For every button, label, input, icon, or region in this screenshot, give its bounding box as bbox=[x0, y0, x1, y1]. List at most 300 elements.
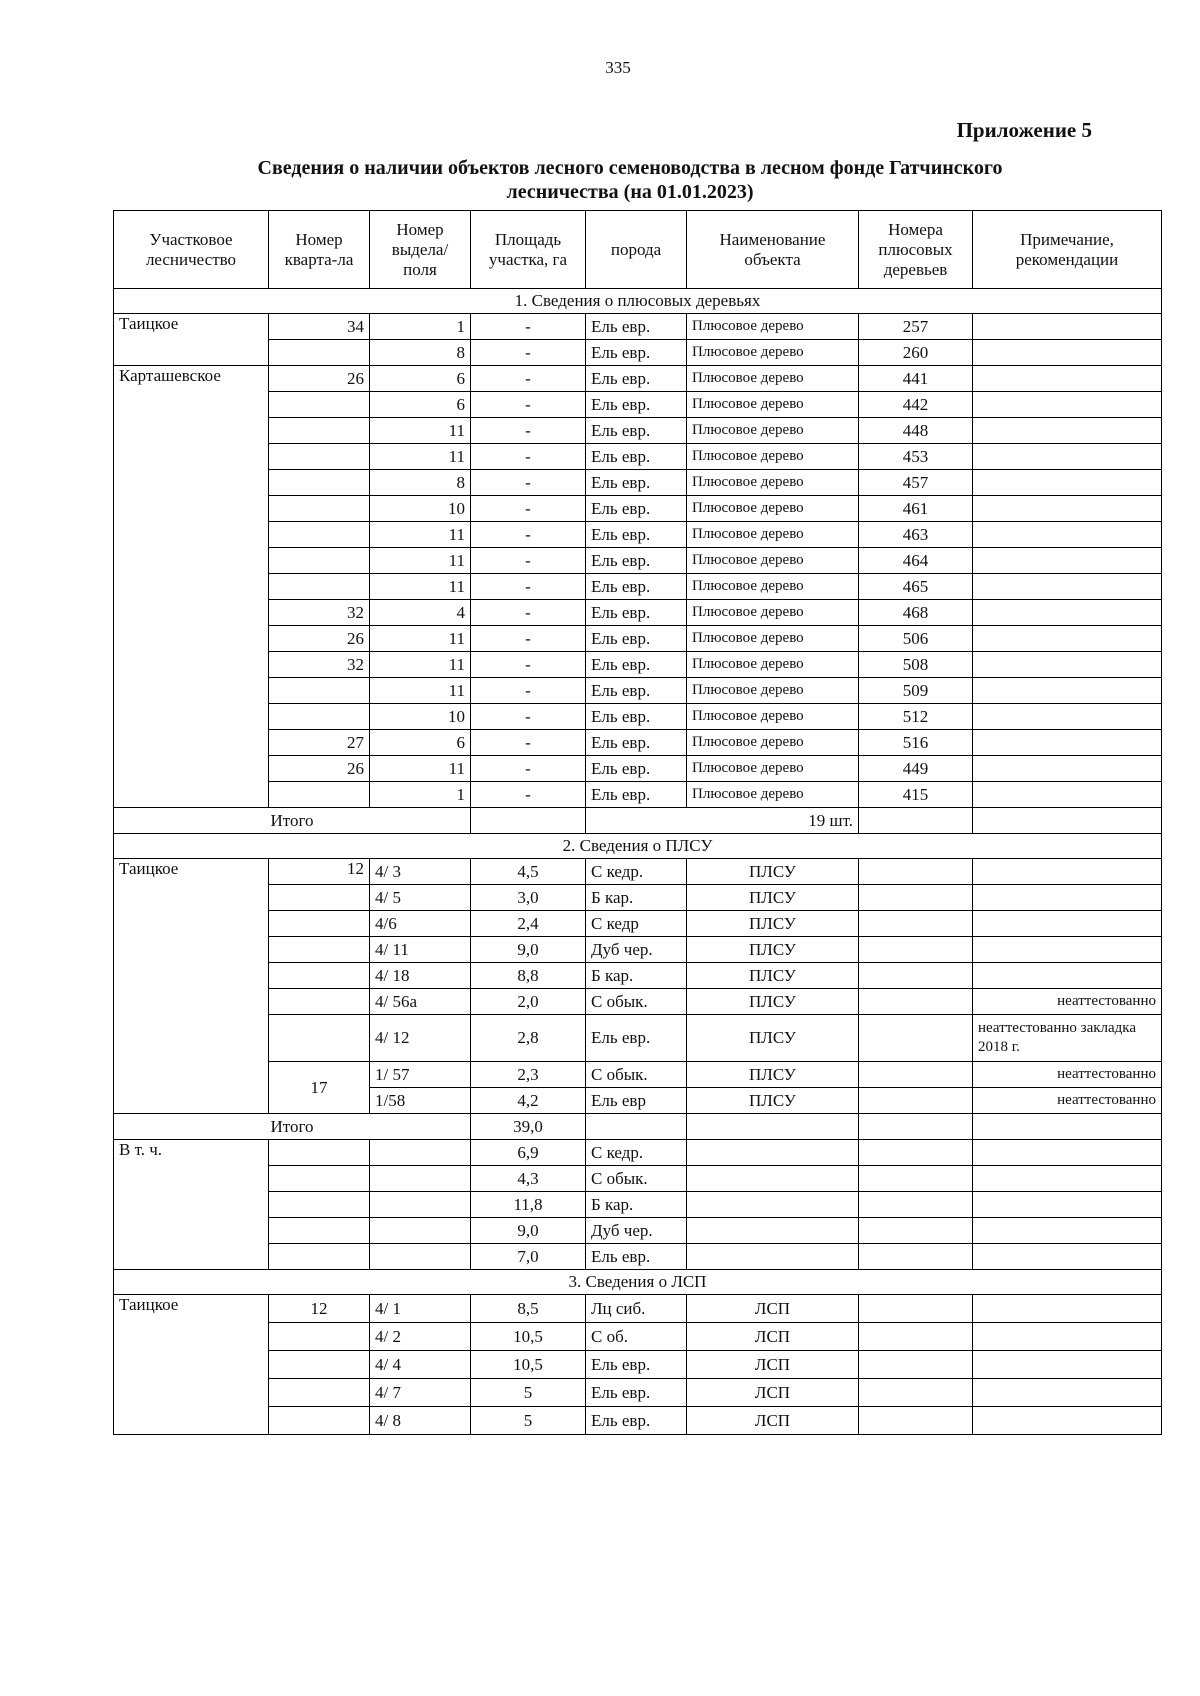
object-cell: Плюсовое дерево bbox=[687, 314, 859, 340]
table-row bbox=[114, 1015, 1162, 1062]
table-row bbox=[114, 730, 1162, 756]
total-row bbox=[114, 808, 1162, 834]
section-cell: 4 bbox=[370, 600, 471, 626]
area-cell: 4,3 bbox=[471, 1166, 586, 1192]
tree-number-cell: 508 bbox=[859, 652, 973, 678]
table-row bbox=[114, 548, 1162, 574]
note-cell bbox=[973, 1379, 1162, 1407]
species-cell: Ель евр. bbox=[586, 444, 687, 470]
note-cell bbox=[973, 470, 1162, 496]
quarter-cell bbox=[269, 704, 370, 730]
species-cell: С обык. bbox=[586, 1062, 687, 1088]
section-cell: 4/ 4 bbox=[370, 1351, 471, 1379]
object-cell: Плюсовое дерево bbox=[687, 600, 859, 626]
tree-number-cell bbox=[859, 1166, 973, 1192]
section-cell: 4/ 12 bbox=[370, 1015, 471, 1062]
tree-number-cell: 512 bbox=[859, 704, 973, 730]
note-cell bbox=[973, 1407, 1162, 1435]
area-cell: - bbox=[471, 626, 586, 652]
section-cell: 11 bbox=[370, 756, 471, 782]
empty-cell bbox=[859, 808, 973, 834]
header-section: Номер выдела/ поля bbox=[370, 211, 471, 289]
tree-number-cell: 415 bbox=[859, 782, 973, 808]
object-cell: Плюсовое дерево bbox=[687, 366, 859, 392]
tree-number-cell bbox=[859, 1379, 973, 1407]
area-cell: - bbox=[471, 392, 586, 418]
note-cell bbox=[973, 1218, 1162, 1244]
section-cell: 10 bbox=[370, 704, 471, 730]
note-cell bbox=[973, 937, 1162, 963]
empty-cell bbox=[859, 1114, 973, 1140]
section-cell: 11 bbox=[370, 548, 471, 574]
area-cell: - bbox=[471, 366, 586, 392]
area-cell: - bbox=[471, 600, 586, 626]
district-cell: Таицкое bbox=[114, 859, 269, 1114]
note-cell: неаттестованно bbox=[973, 1088, 1162, 1114]
district-cell: Таицкое bbox=[114, 1295, 269, 1435]
area-cell: - bbox=[471, 496, 586, 522]
header-area: Площадь участка, га bbox=[471, 211, 586, 289]
tree-number-cell: 453 bbox=[859, 444, 973, 470]
tree-number-cell bbox=[859, 885, 973, 911]
object-cell: ПЛСУ bbox=[687, 885, 859, 911]
section-cell: 8 bbox=[370, 340, 471, 366]
quarter-cell: 32 bbox=[269, 600, 370, 626]
tree-number-cell bbox=[859, 1140, 973, 1166]
district-cell: Карташевское bbox=[114, 366, 269, 808]
section-cell: 11 bbox=[370, 444, 471, 470]
species-cell: Дуб чер. bbox=[586, 937, 687, 963]
quarter-cell bbox=[269, 470, 370, 496]
tree-number-cell: 468 bbox=[859, 600, 973, 626]
total-row bbox=[114, 1114, 1162, 1140]
species-cell: Б кар. bbox=[586, 1192, 687, 1218]
area-cell: 8,5 bbox=[471, 1295, 586, 1323]
object-cell: ПЛСУ bbox=[687, 1088, 859, 1114]
note-cell bbox=[973, 1140, 1162, 1166]
area-cell: 9,0 bbox=[471, 937, 586, 963]
object-cell: Плюсовое дерево bbox=[687, 652, 859, 678]
object-cell: Плюсовое дерево bbox=[687, 756, 859, 782]
section-cell: 4/ 7 bbox=[370, 1379, 471, 1407]
area-cell: 2,3 bbox=[471, 1062, 586, 1088]
object-cell: ПЛСУ bbox=[687, 859, 859, 885]
section-cell: 10 bbox=[370, 496, 471, 522]
section-cell bbox=[370, 1166, 471, 1192]
total-label: Итого bbox=[114, 1114, 471, 1140]
section-cell: 4/6 bbox=[370, 911, 471, 937]
quarter-cell bbox=[269, 418, 370, 444]
species-cell: Ель евр bbox=[586, 1088, 687, 1114]
note-cell bbox=[973, 1351, 1162, 1379]
object-cell: ЛСП bbox=[687, 1351, 859, 1379]
tree-number-cell bbox=[859, 1015, 973, 1062]
species-cell: Ель евр. bbox=[586, 626, 687, 652]
section-3-title-row bbox=[114, 1270, 1162, 1295]
area-cell: - bbox=[471, 522, 586, 548]
species-cell: Ель евр. bbox=[586, 704, 687, 730]
tree-number-cell bbox=[859, 1062, 973, 1088]
table-row bbox=[114, 1244, 1162, 1270]
seed-objects-table bbox=[113, 210, 1162, 1435]
note-cell bbox=[973, 782, 1162, 808]
note-cell bbox=[973, 418, 1162, 444]
object-cell bbox=[687, 1166, 859, 1192]
object-cell: Плюсовое дерево bbox=[687, 418, 859, 444]
note-cell bbox=[973, 1295, 1162, 1323]
section-1-title-row bbox=[114, 289, 1162, 314]
area-cell: - bbox=[471, 314, 586, 340]
area-cell: 4,2 bbox=[471, 1088, 586, 1114]
note-cell bbox=[973, 756, 1162, 782]
total-value: 19 шт. bbox=[586, 808, 859, 834]
area-cell: - bbox=[471, 652, 586, 678]
section-cell: 8 bbox=[370, 470, 471, 496]
tree-number-cell: 260 bbox=[859, 340, 973, 366]
tree-number-cell: 509 bbox=[859, 678, 973, 704]
tree-number-cell: 448 bbox=[859, 418, 973, 444]
empty-cell bbox=[973, 1114, 1162, 1140]
species-cell: Ель евр. bbox=[586, 730, 687, 756]
note-cell bbox=[973, 574, 1162, 600]
species-cell: Ель евр. bbox=[586, 600, 687, 626]
species-cell: Ель евр. bbox=[586, 470, 687, 496]
area-cell: 7,0 bbox=[471, 1244, 586, 1270]
tree-number-cell: 461 bbox=[859, 496, 973, 522]
section-cell: 11 bbox=[370, 652, 471, 678]
object-cell: Плюсовое дерево bbox=[687, 340, 859, 366]
area-cell: 3,0 bbox=[471, 885, 586, 911]
species-cell: Ель евр. bbox=[586, 1015, 687, 1062]
quarter-cell: 26 bbox=[269, 626, 370, 652]
table-row bbox=[114, 1218, 1162, 1244]
document-title bbox=[150, 156, 1110, 204]
table-row bbox=[114, 1379, 1162, 1407]
section-cell: 6 bbox=[370, 730, 471, 756]
section-cell: 4/ 18 bbox=[370, 963, 471, 989]
quarter-cell bbox=[269, 444, 370, 470]
note-cell: неаттестованно закладка 2018 г. bbox=[973, 1015, 1162, 1062]
table-row bbox=[114, 340, 1162, 366]
tree-number-cell: 257 bbox=[859, 314, 973, 340]
quarter-cell bbox=[269, 522, 370, 548]
species-cell: Ель евр. bbox=[586, 418, 687, 444]
table-row bbox=[114, 1295, 1162, 1323]
quarter-cell bbox=[269, 885, 370, 911]
tree-number-cell bbox=[859, 937, 973, 963]
quarter-cell: 12 bbox=[269, 1295, 370, 1323]
note-cell bbox=[973, 314, 1162, 340]
table-body bbox=[114, 289, 1162, 1435]
quarter-cell: 26 bbox=[269, 756, 370, 782]
section-cell: 1 bbox=[370, 782, 471, 808]
header-object-name: Наименование объекта bbox=[687, 211, 859, 289]
tree-number-cell: 506 bbox=[859, 626, 973, 652]
header-row bbox=[114, 211, 1162, 289]
section-cell bbox=[370, 1244, 471, 1270]
object-cell: ПЛСУ bbox=[687, 963, 859, 989]
section-cell: 4/ 8 bbox=[370, 1407, 471, 1435]
area-cell: 2,8 bbox=[471, 1015, 586, 1062]
table-row bbox=[114, 885, 1162, 911]
object-cell: ПЛСУ bbox=[687, 937, 859, 963]
section-1-title: 1. Сведения о плюсовых деревьях bbox=[114, 289, 1162, 314]
section-cell: 4/ 5 bbox=[370, 885, 471, 911]
table-row bbox=[114, 859, 1162, 885]
object-cell: ПЛСУ bbox=[687, 989, 859, 1015]
table-row bbox=[114, 1323, 1162, 1351]
note-cell bbox=[973, 548, 1162, 574]
quarter-cell: 34 bbox=[269, 314, 370, 340]
object-cell: Плюсовое дерево bbox=[687, 678, 859, 704]
note-cell bbox=[973, 340, 1162, 366]
species-cell: Ель евр. bbox=[586, 678, 687, 704]
tree-number-cell bbox=[859, 1244, 973, 1270]
object-cell: Плюсовое дерево bbox=[687, 730, 859, 756]
section-cell: 1/58 bbox=[370, 1088, 471, 1114]
quarter-cell bbox=[269, 1218, 370, 1244]
section-2-title-row bbox=[114, 834, 1162, 859]
quarter-cell bbox=[269, 911, 370, 937]
table-row bbox=[114, 652, 1162, 678]
note-cell bbox=[973, 444, 1162, 470]
table-row bbox=[114, 444, 1162, 470]
total-area: 39,0 bbox=[471, 1114, 586, 1140]
species-cell: Дуб чер. bbox=[586, 1218, 687, 1244]
section-cell: 4/ 1 bbox=[370, 1295, 471, 1323]
note-cell bbox=[973, 1166, 1162, 1192]
tree-number-cell bbox=[859, 1192, 973, 1218]
section-cell bbox=[370, 1140, 471, 1166]
total-label: Итого bbox=[114, 808, 471, 834]
area-cell: - bbox=[471, 756, 586, 782]
tree-number-cell bbox=[859, 1088, 973, 1114]
note-cell bbox=[973, 1323, 1162, 1351]
object-cell: Плюсовое дерево bbox=[687, 782, 859, 808]
area-cell: 2,4 bbox=[471, 911, 586, 937]
species-cell: Ель евр. bbox=[586, 392, 687, 418]
object-cell: ПЛСУ bbox=[687, 911, 859, 937]
area-cell: - bbox=[471, 678, 586, 704]
tree-number-cell: 442 bbox=[859, 392, 973, 418]
area-cell: 8,8 bbox=[471, 963, 586, 989]
section-cell: 4/ 11 bbox=[370, 937, 471, 963]
tree-number-cell bbox=[859, 1407, 973, 1435]
species-cell: С кедр. bbox=[586, 859, 687, 885]
note-cell bbox=[973, 704, 1162, 730]
title-line-2: лесничества (на 01.01.2023) bbox=[506, 181, 754, 203]
tree-number-cell bbox=[859, 911, 973, 937]
quarter-cell bbox=[269, 1407, 370, 1435]
object-cell: ЛСП bbox=[687, 1379, 859, 1407]
tree-number-cell: 464 bbox=[859, 548, 973, 574]
quarter-cell: 26 bbox=[269, 366, 370, 392]
empty-cell bbox=[973, 808, 1162, 834]
note-cell bbox=[973, 963, 1162, 989]
note-cell: неаттестованно bbox=[973, 1062, 1162, 1088]
table-row bbox=[114, 911, 1162, 937]
object-cell bbox=[687, 1218, 859, 1244]
tree-number-cell: 516 bbox=[859, 730, 973, 756]
page-number: 335 bbox=[605, 58, 631, 77]
table-row bbox=[114, 600, 1162, 626]
object-cell bbox=[687, 1244, 859, 1270]
table-row bbox=[114, 1407, 1162, 1435]
section-cell: 11 bbox=[370, 522, 471, 548]
area-cell: 2,0 bbox=[471, 989, 586, 1015]
section-cell: 6 bbox=[370, 366, 471, 392]
table-row bbox=[114, 574, 1162, 600]
species-cell: Б кар. bbox=[586, 885, 687, 911]
table-row bbox=[114, 1062, 1162, 1088]
tree-number-cell bbox=[859, 859, 973, 885]
object-cell: Плюсовое дерево bbox=[687, 548, 859, 574]
note-cell bbox=[973, 522, 1162, 548]
quarter-cell bbox=[269, 1379, 370, 1407]
note-cell bbox=[973, 1192, 1162, 1218]
object-cell: ЛСП bbox=[687, 1323, 859, 1351]
object-cell: Плюсовое дерево bbox=[687, 470, 859, 496]
species-cell: Ель евр. bbox=[586, 652, 687, 678]
tree-number-cell bbox=[859, 1351, 973, 1379]
table-row bbox=[114, 989, 1162, 1015]
header-species: порода bbox=[586, 211, 687, 289]
object-cell: ЛСП bbox=[687, 1295, 859, 1323]
quarter-cell bbox=[269, 1166, 370, 1192]
area-cell: - bbox=[471, 470, 586, 496]
header-tree-numbers: Номера плюсовых деревьев bbox=[859, 211, 973, 289]
area-cell: - bbox=[471, 730, 586, 756]
quarter-cell bbox=[269, 1140, 370, 1166]
species-cell: Ель евр. bbox=[586, 314, 687, 340]
table-row bbox=[114, 963, 1162, 989]
area-cell: - bbox=[471, 418, 586, 444]
quarter-cell bbox=[269, 963, 370, 989]
species-cell: Ель евр. bbox=[586, 574, 687, 600]
species-cell: С кедр. bbox=[586, 1140, 687, 1166]
quarter-cell bbox=[269, 1351, 370, 1379]
note-cell bbox=[973, 366, 1162, 392]
table-row bbox=[114, 1166, 1162, 1192]
table-row bbox=[114, 1192, 1162, 1218]
quarter-cell bbox=[269, 1323, 370, 1351]
table-row bbox=[114, 418, 1162, 444]
table-row bbox=[114, 782, 1162, 808]
note-cell bbox=[973, 859, 1162, 885]
area-cell: 10,5 bbox=[471, 1323, 586, 1351]
table-row bbox=[114, 937, 1162, 963]
table-row bbox=[114, 470, 1162, 496]
species-cell: Ель евр. bbox=[586, 782, 687, 808]
including-label: В т. ч. bbox=[114, 1140, 269, 1270]
table-row bbox=[114, 522, 1162, 548]
tree-number-cell bbox=[859, 1295, 973, 1323]
table-row bbox=[114, 678, 1162, 704]
quarter-cell bbox=[269, 392, 370, 418]
tree-number-cell: 449 bbox=[859, 756, 973, 782]
tree-number-cell: 441 bbox=[859, 366, 973, 392]
note-cell bbox=[973, 911, 1162, 937]
quarter-cell bbox=[269, 548, 370, 574]
table-row bbox=[114, 496, 1162, 522]
species-cell: С об. bbox=[586, 1323, 687, 1351]
tree-number-cell: 463 bbox=[859, 522, 973, 548]
header-notes: Примечание, рекомендации bbox=[973, 211, 1162, 289]
quarter-cell bbox=[269, 1015, 370, 1062]
table-row bbox=[114, 756, 1162, 782]
section-cell: 11 bbox=[370, 626, 471, 652]
species-cell: Ель евр. bbox=[586, 366, 687, 392]
section-cell: 11 bbox=[370, 574, 471, 600]
area-cell: - bbox=[471, 340, 586, 366]
section-cell: 11 bbox=[370, 678, 471, 704]
section-cell: 4/ 56а bbox=[370, 989, 471, 1015]
quarter-cell bbox=[269, 1244, 370, 1270]
area-cell: 9,0 bbox=[471, 1218, 586, 1244]
note-cell bbox=[973, 678, 1162, 704]
object-cell: ЛСП bbox=[687, 1407, 859, 1435]
note-cell bbox=[973, 730, 1162, 756]
species-cell: С обык. bbox=[586, 1166, 687, 1192]
species-cell: Ель евр. bbox=[586, 340, 687, 366]
area-cell: - bbox=[471, 782, 586, 808]
species-cell: Ель евр. bbox=[586, 496, 687, 522]
section-cell: 1/ 57 bbox=[370, 1062, 471, 1088]
object-cell: Плюсовое дерево bbox=[687, 704, 859, 730]
tree-number-cell bbox=[859, 1218, 973, 1244]
object-cell: Плюсовое дерево bbox=[687, 444, 859, 470]
species-cell: Ель евр. bbox=[586, 1407, 687, 1435]
tree-number-cell bbox=[859, 989, 973, 1015]
quarter-cell bbox=[269, 340, 370, 366]
note-cell bbox=[973, 885, 1162, 911]
section-cell: 11 bbox=[370, 418, 471, 444]
quarter-cell: 27 bbox=[269, 730, 370, 756]
quarter-cell: 32 bbox=[269, 652, 370, 678]
header-district: Участковое лесничество bbox=[114, 211, 269, 289]
tree-number-cell bbox=[859, 1323, 973, 1351]
quarter-cell bbox=[269, 989, 370, 1015]
table-row bbox=[114, 392, 1162, 418]
section-3-title: 3. Сведения о ЛСП bbox=[114, 1270, 1162, 1295]
section-cell: 6 bbox=[370, 392, 471, 418]
table-row bbox=[114, 366, 1162, 392]
quarter-cell bbox=[269, 782, 370, 808]
quarter-cell bbox=[269, 496, 370, 522]
species-cell: С обык. bbox=[586, 989, 687, 1015]
note-cell bbox=[973, 626, 1162, 652]
header-quarter: Номер кварта-ла bbox=[269, 211, 370, 289]
note-cell bbox=[973, 392, 1162, 418]
species-cell: Ель евр. bbox=[586, 1379, 687, 1407]
species-cell: Ель евр. bbox=[586, 1244, 687, 1270]
table-row bbox=[114, 704, 1162, 730]
species-cell: Ель евр. bbox=[586, 1351, 687, 1379]
object-cell: Плюсовое дерево bbox=[687, 626, 859, 652]
species-cell: Б кар. bbox=[586, 963, 687, 989]
species-cell: С кедр bbox=[586, 911, 687, 937]
species-cell: Ель евр. bbox=[586, 522, 687, 548]
tree-number-cell: 457 bbox=[859, 470, 973, 496]
object-cell bbox=[687, 1140, 859, 1166]
area-cell: 6,9 bbox=[471, 1140, 586, 1166]
tree-number-cell bbox=[859, 963, 973, 989]
quarter-cell bbox=[269, 1192, 370, 1218]
section-cell: 4/ 3 bbox=[370, 859, 471, 885]
empty-cell bbox=[687, 1114, 859, 1140]
section-cell bbox=[370, 1192, 471, 1218]
district-cell: Таицкое bbox=[114, 314, 269, 366]
